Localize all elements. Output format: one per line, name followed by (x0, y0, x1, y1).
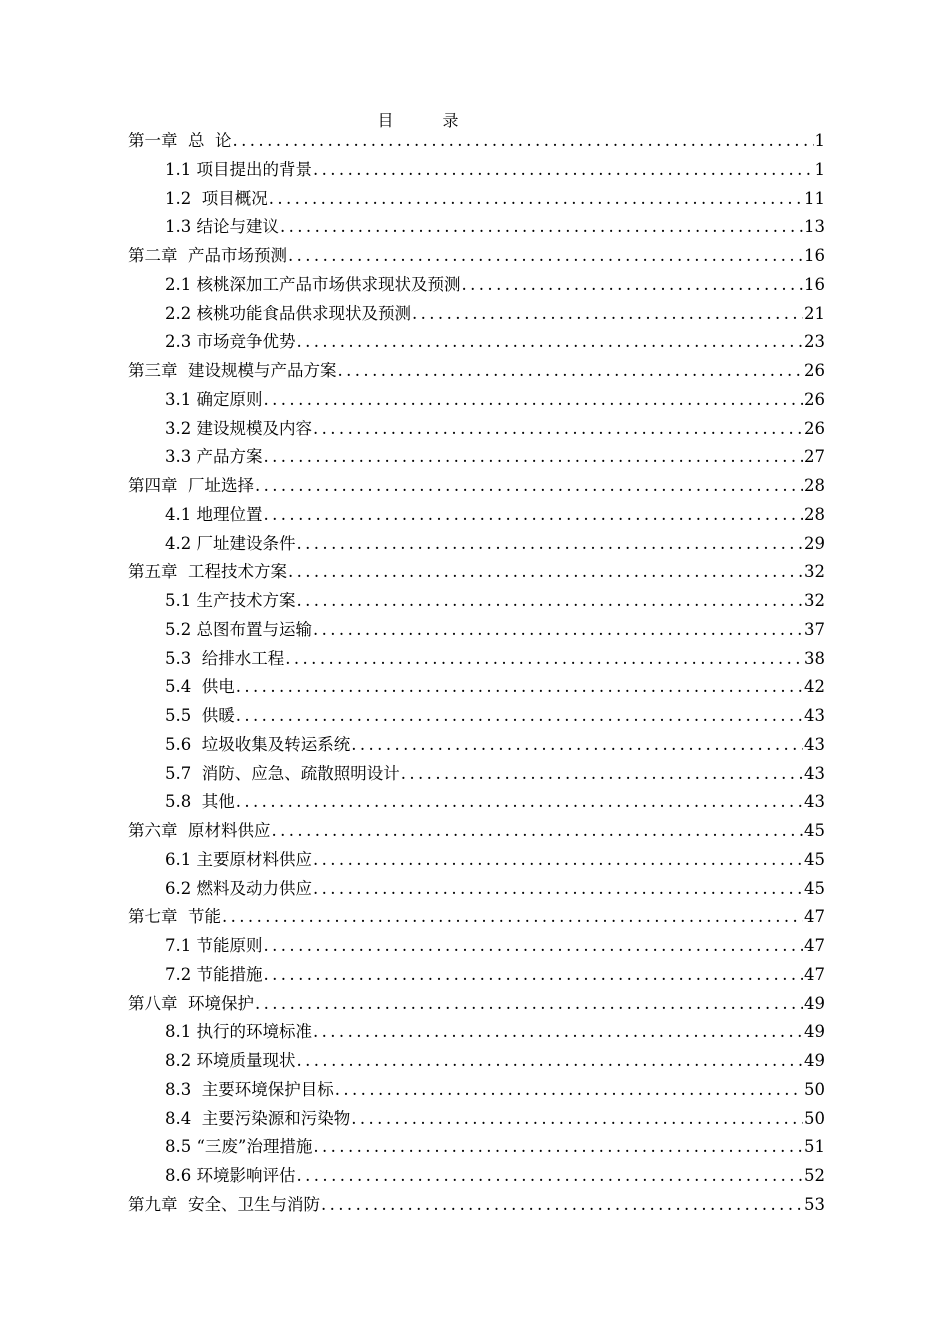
toc-dot-leader (297, 1162, 804, 1191)
toc-dot-leader (313, 846, 803, 875)
toc-dot-leader (297, 587, 804, 616)
toc-section-entry[interactable] (128, 760, 825, 789)
toc-page-number: 45 (804, 849, 825, 869)
toc-entry-label: 5.4 供电 (165, 677, 235, 697)
toc-section-entry[interactable] (128, 673, 825, 702)
toc-section-entry[interactable] (128, 185, 825, 214)
toc-section-entry[interactable] (128, 587, 825, 616)
toc-dot-leader (321, 1191, 803, 1220)
toc-dot-leader (412, 300, 803, 329)
toc-section-entry[interactable] (128, 1105, 825, 1134)
toc-dot-leader (236, 673, 803, 702)
toc-entry-label: 2.3 市场竞争优势 (165, 332, 296, 352)
toc-chapter-entry[interactable] (128, 903, 825, 932)
toc-entry-label: 第八章 环境保护 (128, 993, 254, 1013)
toc-dot-leader (264, 932, 804, 961)
toc-dot-leader (297, 1047, 804, 1076)
toc-page-number: 50 (804, 1079, 825, 1099)
toc-section-entry[interactable] (128, 1133, 825, 1162)
toc-dot-leader (313, 156, 814, 185)
toc-section-entry[interactable] (128, 328, 825, 357)
toc-page-number: 43 (804, 792, 825, 812)
toc-page-number: 43 (804, 706, 825, 725)
toc-entry-label: 1.3 结论与建议 (165, 217, 279, 237)
toc-section-entry[interactable] (128, 846, 825, 875)
toc-page-number: 53 (804, 1194, 825, 1214)
toc-entry-label: 7.1 节能原则 (165, 936, 263, 955)
toc-dot-leader (255, 472, 803, 501)
toc-page-number: 38 (804, 648, 825, 668)
toc-dot-leader (313, 1018, 803, 1047)
toc-page-number: 32 (804, 591, 825, 610)
toc-chapter-entry[interactable] (128, 357, 825, 386)
toc-section-entry[interactable] (128, 1162, 825, 1191)
toc-page-number: 52 (804, 1166, 825, 1185)
toc-dot-leader (280, 213, 803, 242)
toc-page-number: 47 (804, 964, 825, 984)
toc-page-number: 26 (804, 418, 825, 438)
toc-entry-label: 5.7 消防、应急、疏散照明设计 (165, 763, 400, 783)
toc-entry-label: 2.1 核桃深加工产品市场供求现状及预测 (165, 274, 461, 294)
toc-page-number: 1 (814, 159, 825, 179)
toc-title: 目 录 (377, 111, 481, 130)
toc-entry-label: 第三章 建设规模与产品方案 (128, 361, 337, 380)
toc-entry-label: 8.3 主要环境保护目标 (165, 1079, 334, 1099)
toc-section-entry[interactable] (128, 961, 825, 990)
toc-page-number: 49 (804, 1051, 825, 1070)
toc-section-entry[interactable] (128, 1047, 825, 1076)
toc-dot-leader (338, 357, 804, 386)
toc-entry-label: 8.6 环境影响评估 (165, 1166, 296, 1185)
toc-page-number: 21 (804, 303, 825, 323)
toc-section-entry[interactable] (128, 300, 825, 329)
toc-page-number: 28 (804, 504, 825, 524)
toc-dot-leader (351, 731, 803, 760)
toc-entry-label: 1.1 项目提出的背景 (165, 159, 312, 179)
toc-dot-leader (288, 242, 803, 271)
toc-section-entry[interactable] (128, 702, 825, 731)
toc-page-number: 32 (804, 562, 825, 582)
toc-entry-label: 5.8 其他 (165, 792, 235, 812)
toc-entry-label: 第五章 工程技术方案 (128, 562, 287, 582)
toc-entry-label: 第七章 节能 (128, 907, 221, 927)
toc-dot-leader (236, 788, 803, 817)
toc-page-number: 26 (804, 361, 825, 380)
toc-section-entry[interactable] (128, 156, 825, 185)
toc-dot-leader (462, 271, 804, 300)
toc-entry-label: 3.2 建设规模及内容 (165, 418, 312, 438)
toc-section-entry[interactable] (128, 875, 825, 904)
toc-section-entry[interactable] (128, 501, 825, 530)
toc-section-entry[interactable] (128, 645, 825, 674)
toc-page-number: 47 (804, 907, 825, 927)
toc-page-number: 11 (804, 188, 825, 208)
toc-page-number: 1 (814, 131, 825, 150)
toc-page-number: 26 (804, 389, 825, 409)
toc-section-entry[interactable] (128, 1076, 825, 1105)
toc-entry-label: 第四章 厂址选择 (128, 476, 254, 495)
toc-section-entry[interactable] (128, 386, 825, 415)
toc-page-number: 16 (804, 246, 825, 265)
toc-section-entry[interactable] (128, 443, 825, 472)
toc-page-number: 47 (804, 936, 825, 955)
toc-entry-label: 7.2 节能措施 (165, 964, 263, 984)
toc-entry-label: 5.2 总图布置与运输 (165, 619, 312, 639)
toc-entry-label: 4.2 厂址建设条件 (165, 533, 296, 553)
toc-page-number: 45 (804, 878, 825, 898)
toc-entry-label: 1.2 项目概况 (165, 188, 268, 208)
toc-dot-leader (264, 501, 804, 530)
toc-dot-leader (313, 875, 803, 904)
toc-page-number: 37 (804, 619, 825, 639)
toc-entry-label: 5.5 供暖 (165, 706, 235, 725)
toc-chapter-entry[interactable] (128, 127, 825, 156)
toc-page-number: 50 (804, 1108, 825, 1128)
toc-section-entry[interactable] (128, 271, 825, 300)
toc-dot-leader (297, 530, 804, 559)
toc-chapter-entry[interactable] (128, 558, 825, 587)
toc-chapter-entry[interactable] (128, 817, 825, 846)
toc-entry-label: 8.2 环境质量现状 (165, 1051, 296, 1070)
toc-dot-leader (351, 1105, 803, 1134)
toc-entry-label: 第六章 原材料供应 (128, 821, 271, 840)
toc-entry-label: 8.1 执行的环境标准 (165, 1022, 312, 1042)
toc-dot-leader (236, 702, 803, 731)
toc-chapter-entry[interactable] (128, 472, 825, 501)
toc-entry-label: 8.4 主要污染源和污染物 (165, 1108, 351, 1128)
toc-dot-leader (313, 415, 803, 444)
toc-page-number: 43 (804, 734, 825, 754)
toc-page-number: 28 (804, 476, 825, 495)
toc-section-entry[interactable] (128, 788, 825, 817)
toc-dot-leader (255, 990, 803, 1019)
toc-section-entry[interactable] (128, 1018, 825, 1047)
toc-entry-label: 3.3 产品方案 (165, 447, 263, 467)
toc-page-number: 29 (804, 533, 825, 553)
toc-entry-label: 5.6 垃圾收集及转运系统 (165, 734, 351, 754)
toc-dot-leader (313, 1133, 803, 1162)
toc-entry-label: 第一章 总 论 (128, 131, 232, 150)
toc-page-number: 51 (804, 1137, 825, 1157)
toc-entry-label: 6.1 主要原材料供应 (165, 849, 312, 869)
toc-page-number: 49 (804, 1022, 825, 1042)
toc-dot-leader (222, 903, 803, 932)
toc-page-number: 23 (804, 332, 825, 352)
toc-dot-leader (269, 185, 803, 214)
toc-chapter-entry[interactable] (128, 242, 825, 271)
toc-entry-label: 4.1 地理位置 (165, 504, 263, 524)
toc-page-number: 43 (804, 763, 825, 783)
toc-section-entry[interactable] (128, 932, 825, 961)
toc-entry-label: 2.2 核桃功能食品供求现状及预测 (165, 303, 411, 323)
toc-dot-leader (297, 328, 804, 357)
toc-entry-label: 3.1 确定原则 (165, 389, 263, 409)
toc-section-entry[interactable] (128, 530, 825, 559)
toc-dot-leader (264, 386, 804, 415)
toc-entry-label: 第九章 安全、卫生与消防 (128, 1194, 320, 1214)
toc-section-entry[interactable] (128, 213, 825, 242)
toc-section-entry[interactable] (128, 731, 825, 760)
toc-section-entry[interactable] (128, 616, 825, 645)
toc-entry-label: 5.1 生产技术方案 (165, 591, 296, 610)
toc-dot-leader (264, 443, 804, 472)
toc-dot-leader (264, 961, 804, 990)
toc-dot-leader (288, 558, 803, 587)
toc-chapter-entry[interactable] (128, 1191, 825, 1220)
toc-page-number: 16 (804, 274, 825, 294)
toc-dot-leader (313, 616, 803, 645)
toc-entry-label: 第二章 产品市场预测 (128, 246, 287, 265)
toc-dot-leader (232, 127, 813, 156)
toc-entry-label: 5.3 给排水工程 (165, 648, 285, 668)
toc-dot-leader (401, 760, 803, 789)
toc-dot-leader (272, 817, 804, 846)
toc-chapter-entry[interactable] (128, 990, 825, 1019)
toc-page-number: 42 (804, 677, 825, 697)
table-of-contents (128, 127, 825, 1220)
toc-page-number: 27 (804, 447, 825, 467)
toc-entry-label: 6.2 燃料及动力供应 (165, 878, 312, 898)
toc-page-number: 49 (804, 993, 825, 1013)
toc-dot-leader (335, 1076, 803, 1105)
toc-section-entry[interactable] (128, 415, 825, 444)
toc-page-number: 45 (804, 821, 825, 840)
toc-entry-label: 8.5 “三废”治理措施 (165, 1137, 313, 1157)
toc-dot-leader (285, 645, 803, 674)
toc-page-number: 13 (804, 217, 825, 237)
